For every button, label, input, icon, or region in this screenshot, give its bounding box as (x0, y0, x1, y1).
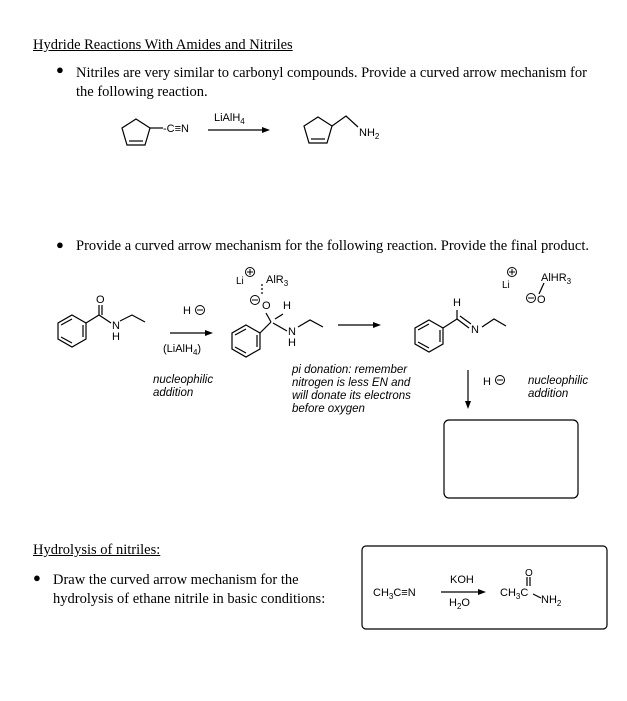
bullet-text-mechanism: Provide a curved arrow mechanism for the following reaction. Provide the final product. (76, 238, 589, 254)
n-methyl-bond (120, 315, 145, 322)
note-line: pi donation: remember (292, 364, 408, 376)
amide-product-o: O (525, 568, 533, 579)
li-label: Li (236, 276, 244, 287)
oxide-o: O (537, 294, 546, 306)
reagent-h2o: $H_2O$ (449, 597, 470, 611)
amine-n: N (288, 326, 296, 338)
li-label-2: Li (502, 280, 510, 291)
amide-product: $CH_3C$ (500, 587, 529, 601)
arrow-head (262, 127, 270, 133)
benzene-ring (232, 325, 260, 357)
bullet-line: Nitriles are very similar to carbonyl compounds. Provide a curved arrow mechanism for (76, 65, 587, 81)
amide-h: H (112, 331, 120, 343)
arrow-head (465, 401, 471, 409)
bullet-text-hydrolysis (53, 571, 325, 609)
ethanenitrile: $CH_3C\equiv N$ (373, 587, 416, 601)
carbonyl-o: O (96, 294, 105, 306)
n-methyl-bond (482, 319, 506, 327)
section-heading-hydride: Hydride Reactions With Amides and Nitriles (33, 37, 293, 53)
bullet-line: Draw the curved arrow mechanism for the (53, 572, 299, 588)
hydride-label: H (183, 305, 191, 317)
note-line: will donate its electrons (292, 390, 411, 402)
nitrile-group: -C≡N (163, 123, 189, 135)
bullet-dot: ● (56, 62, 64, 77)
amide-n: N (112, 320, 120, 332)
amide-product-nh2: $NH_2$ (541, 594, 562, 608)
step3-label (528, 375, 588, 401)
note-line: nucleophilic (528, 375, 589, 387)
alkoxide-o: O (262, 300, 271, 312)
c-n-bond (273, 323, 287, 331)
n-methyl-bond (298, 320, 323, 327)
hydride-label-2: H (483, 376, 491, 388)
pi-donation-note (292, 364, 411, 416)
reagent-paren: (LiAlH$_4$) (163, 343, 202, 357)
answer-box[interactable] (444, 420, 578, 498)
alhr3-label: AlHR$_3$ (541, 272, 572, 286)
ch2-chain (332, 116, 358, 127)
alr3-label: AlR$_3$ (266, 274, 289, 288)
c-h-bond (275, 314, 283, 319)
note-line: nucleophilic (153, 374, 214, 386)
reagent-lialh4: LiAlH$_4$ (214, 112, 245, 126)
imine-h: H (453, 297, 461, 309)
amine-h: H (288, 337, 296, 349)
iminium-n: N (471, 324, 479, 336)
arrow-head (478, 589, 486, 595)
note-line: before oxygen (292, 403, 365, 415)
note-line: addition (528, 388, 569, 400)
arrow-head (205, 330, 213, 336)
c-n-double-bond (457, 319, 469, 328)
benzene-ring (58, 315, 86, 347)
bullet-line: hydrolysis of ethane nitrile in basic conditions: (53, 591, 326, 607)
o-al-bond (539, 283, 544, 294)
bullet-line: the following reaction. (76, 84, 208, 100)
c-o-bond (266, 313, 271, 322)
c-h-label: H (283, 300, 291, 312)
section-heading-hydrolysis: Hydrolysis of nitriles: (33, 542, 161, 558)
ch2-bond (86, 315, 111, 323)
arrow-head (373, 322, 381, 328)
benzene-ring (415, 320, 443, 352)
note-line: nitrogen is less EN and (292, 377, 411, 389)
amine-group: $NH_2$ (359, 127, 380, 141)
ch2-bond (260, 322, 271, 333)
step1-label (153, 374, 213, 400)
bullet-dot: ● (33, 570, 41, 585)
c-n-bond (533, 594, 541, 598)
note-line: addition (153, 387, 194, 399)
bullet-dot: ● (56, 237, 64, 252)
reagent-koh: KOH (450, 574, 474, 586)
ch2-bond (443, 319, 457, 328)
